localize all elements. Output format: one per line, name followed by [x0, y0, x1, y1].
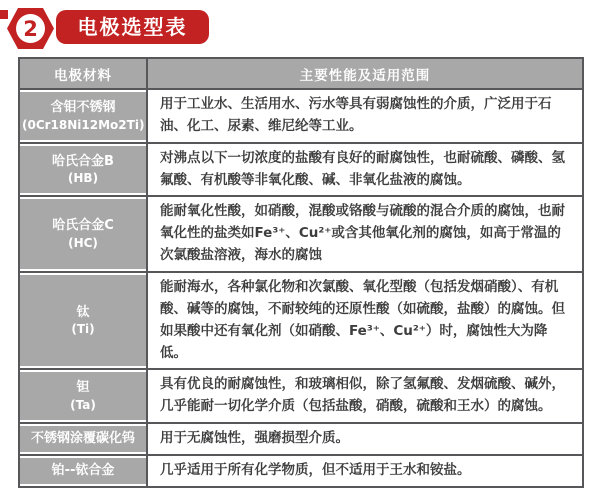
table-row — [19, 369, 583, 423]
col-header-material: 电极材料 — [19, 58, 147, 89]
description-cell: 几乎适用于所有化学物质，但不适用于王水和铵盐。 — [147, 455, 583, 487]
description-cell: 对沸点以下一切浓度的盐酸有良好的耐腐蚀性，也耐硫酸、磷酸、氢氟酸、有机酸等非氧化酸、碱、非氧化盐液的腐蚀。 — [147, 143, 583, 197]
table-row — [19, 455, 583, 487]
header-row — [19, 58, 583, 89]
electrode-table — [18, 57, 584, 488]
table-row — [19, 89, 583, 143]
material-code: (Ta) — [70, 397, 96, 412]
table-row — [19, 272, 583, 369]
description-cell: 用于无腐蚀性，强磨损型介质。 — [147, 423, 583, 455]
material-code: (0Cr18Ni12Mo2Ti) — [22, 117, 145, 132]
electrode-table-container — [18, 57, 584, 488]
material-code: (HC) — [68, 235, 98, 250]
material-cell — [19, 196, 147, 272]
col-header-performance: 主要性能及适用范围 — [147, 58, 583, 89]
material-code: (Ti) — [71, 322, 95, 337]
description-cell: 能耐氧化性酸，如硝酸，混酸或铬酸与硫酸的混合介质的腐蚀，也耐氧化性的盐类如Fe³⁺、Cu²⁺或含其他氧化剂的腐蚀，如高于常温的次氯酸盐溶液，海水的腐蚀 — [147, 196, 583, 272]
table-row — [19, 143, 583, 197]
material-name: 钽 — [76, 380, 90, 396]
table-row — [19, 423, 583, 455]
material-cell — [19, 89, 147, 143]
description-cell: 具有优良的耐腐蚀性，和玻璃相似，除了氢氟酸、发烟硫酸、碱外，几乎能耐一切化学介质（包括盐酸，硝酸，硫酸和王水）的腐蚀。 — [147, 369, 583, 423]
step-number: 2 — [23, 17, 38, 41]
material-name: 钛 — [76, 304, 90, 320]
material-name: 哈氏合金B — [52, 153, 114, 169]
description-cell: 能耐海水，各种氯化物和次氯酸、氧化型酸（包括发烟硝酸）、有机酸、碱等的腐蚀，不耐较纯的还原性酸（如硫酸，盐酸）的腐蚀。但如果酸中还有氧化剂（如硝酸、Fe³⁺、Cu²⁺）时，腐蚀性大为降低。 — [147, 272, 583, 369]
step-badge-hexagon-icon — [6, 7, 55, 50]
material-name: 哈氏合金C — [52, 218, 114, 234]
section-title: 电极选型表 — [77, 15, 188, 39]
material-cell — [19, 423, 147, 455]
table-row — [19, 196, 583, 272]
material-cell — [19, 369, 147, 423]
material-code: (HB) — [67, 171, 99, 186]
material-cell — [19, 143, 147, 197]
section-title-banner — [56, 10, 209, 44]
material-cell — [19, 272, 147, 369]
material-name: 铂--铱合金 — [51, 463, 115, 479]
material-name: 不锈钢涂覆碳化钨 — [30, 431, 135, 447]
material-cell — [19, 455, 147, 487]
description-cell: 用于工业水、生活用水、污水等具有弱腐蚀性的介质，广泛用于石油、化工、尿素、维尼纶等工业。 — [147, 89, 583, 143]
material-name: 含钼不锈钢 — [50, 99, 116, 115]
